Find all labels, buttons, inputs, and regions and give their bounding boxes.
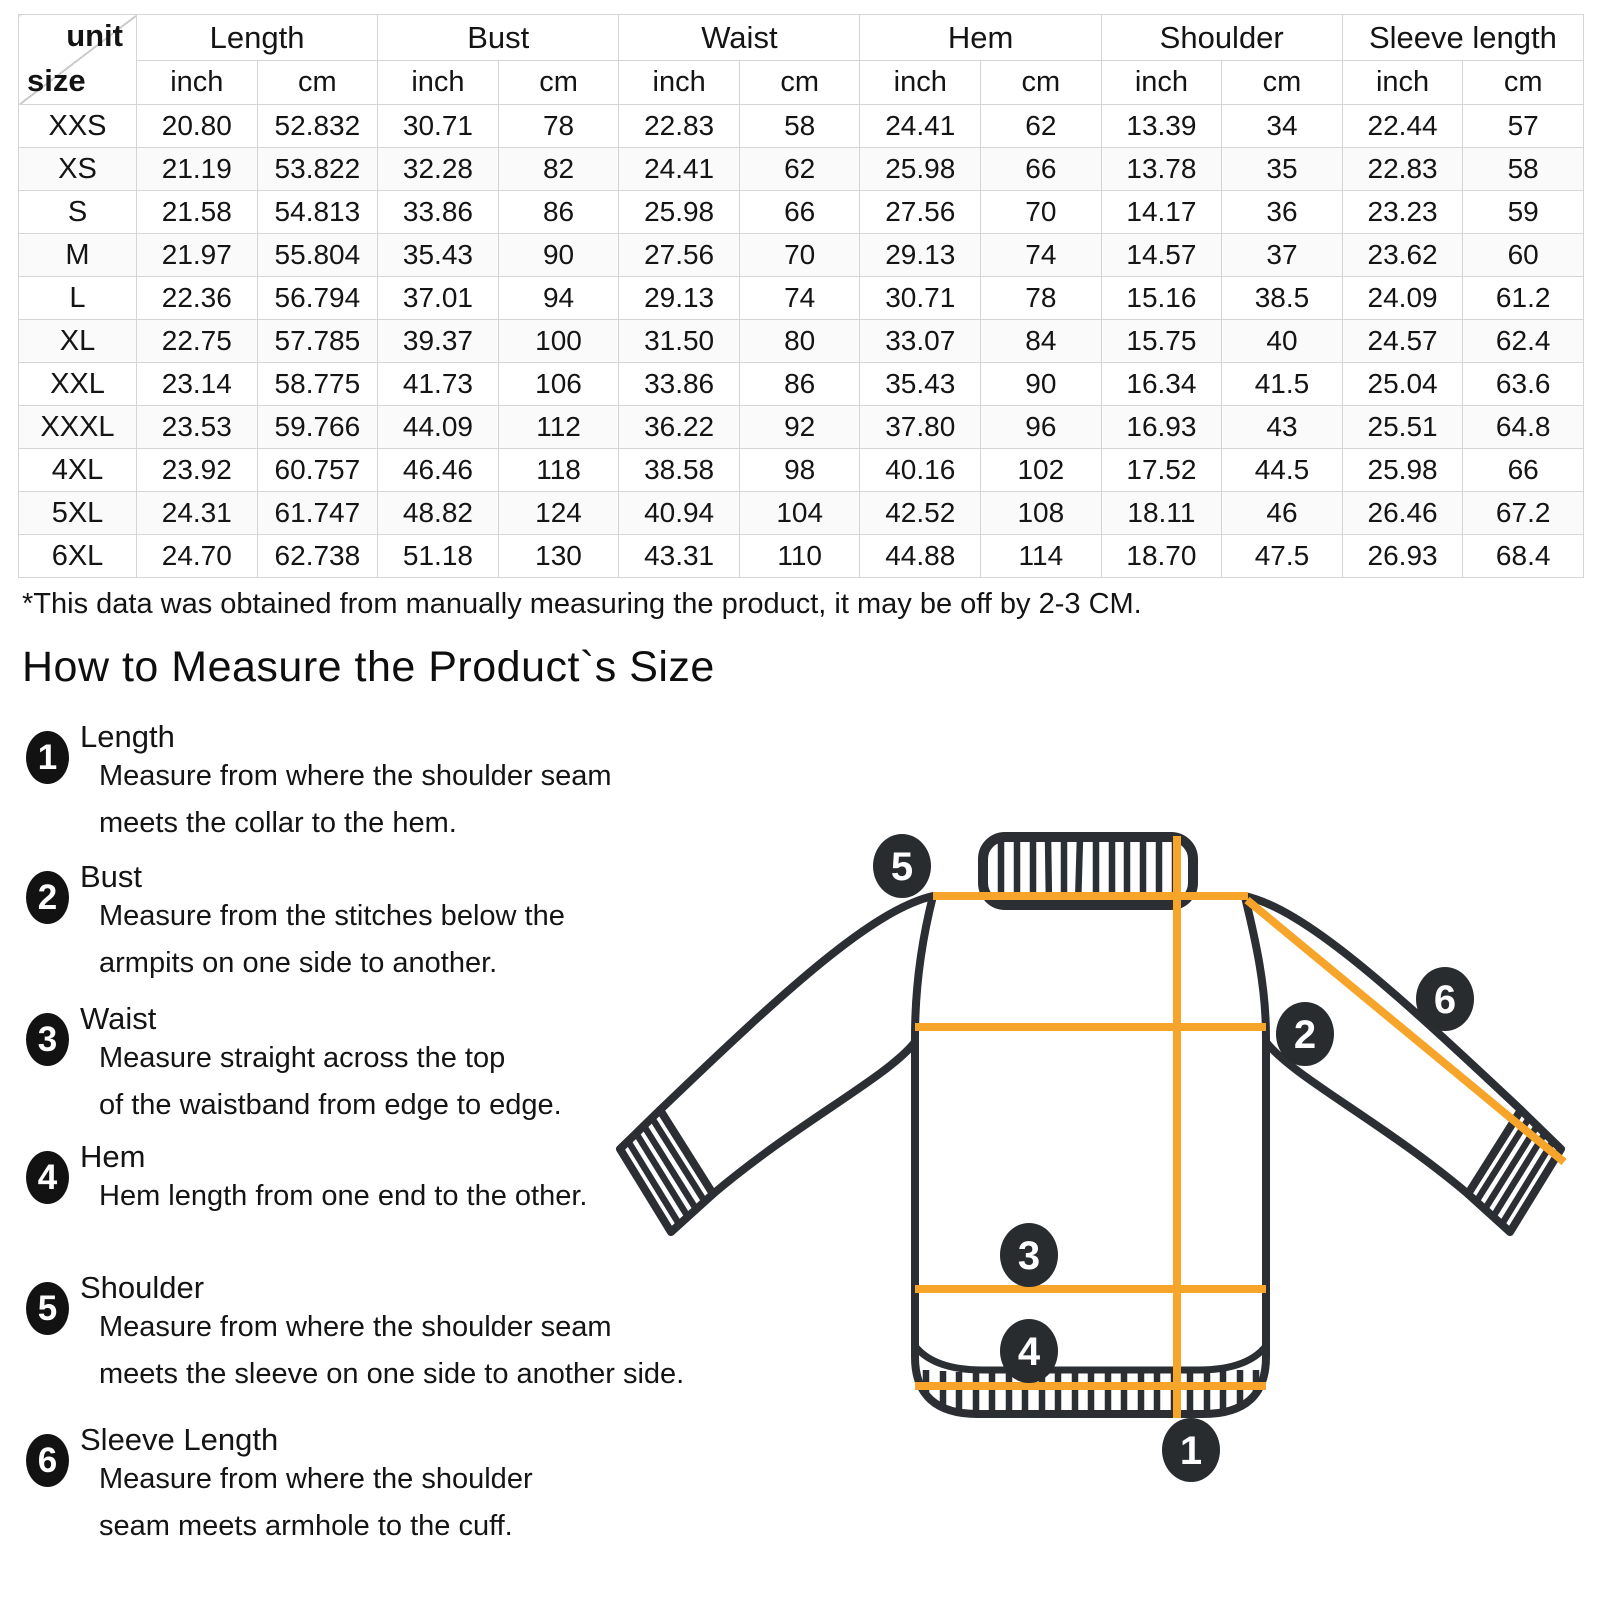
table-cell: 80 — [739, 320, 860, 363]
row-size-label: 4XL — [19, 449, 137, 492]
table-cell: 124 — [498, 492, 619, 535]
measure-description — [99, 1456, 533, 1549]
row-size-label: 5XL — [19, 492, 137, 535]
table-cell: 70 — [981, 191, 1102, 234]
table-cell: 102 — [981, 449, 1102, 492]
subheader-cm: cm — [739, 61, 860, 105]
table-cell: 23.92 — [137, 449, 258, 492]
hem-ribbing — [926, 1370, 1256, 1414]
size-table — [18, 14, 1584, 578]
subheader-inch: inch — [860, 61, 981, 105]
size-label: size — [27, 63, 86, 98]
table-cell: 23.14 — [137, 363, 258, 406]
table-cell: 35.43 — [378, 234, 499, 277]
table-cell: 74 — [981, 234, 1102, 277]
table-cell: 84 — [981, 320, 1102, 363]
table-cell: 59 — [1463, 191, 1584, 234]
column-group-bust: Bust — [378, 15, 619, 61]
measure-desc-line: Measure from where the shoulder seam — [99, 1311, 612, 1343]
sweater-diagram — [588, 792, 1600, 1504]
subheader-inch: inch — [137, 61, 258, 105]
table-cell: 44.5 — [1222, 449, 1343, 492]
badge-3-number: 3 — [1017, 1234, 1041, 1278]
table-cell: 22.44 — [1342, 105, 1463, 148]
badge-5-number: 5 — [890, 845, 914, 889]
subheader-inch: inch — [1101, 61, 1222, 105]
table-cell: 48.82 — [378, 492, 499, 535]
table-row-4xl — [19, 449, 1584, 492]
measure-desc-line: of the waistband from edge to edge. — [99, 1088, 562, 1121]
table-cell: 40.16 — [860, 449, 981, 492]
badge-1-number: 1 — [1179, 1429, 1203, 1473]
subheader-cm: cm — [498, 61, 619, 105]
table-cell: 40 — [1222, 320, 1343, 363]
table-cell: 23.53 — [137, 406, 258, 449]
table-cell: 92 — [739, 406, 860, 449]
table-cell: 60.757 — [257, 449, 378, 492]
row-size-label: M — [19, 234, 137, 277]
table-cell: 24.41 — [619, 148, 740, 191]
table-cell: 24.57 — [1342, 320, 1463, 363]
table-cell: 24.09 — [1342, 277, 1463, 320]
measure-title: Bust — [80, 859, 143, 894]
measure-desc-line: Hem length from one end to the other. — [99, 1180, 588, 1212]
table-cell: 29.13 — [619, 277, 740, 320]
table-cell: 14.57 — [1101, 234, 1222, 277]
table-cell: 15.75 — [1101, 320, 1222, 363]
table-cell: 55.804 — [257, 234, 378, 277]
table-cell: 39.37 — [378, 320, 499, 363]
measure-title: Length — [80, 719, 175, 754]
table-cell: 26.46 — [1342, 492, 1463, 535]
table-cell: 21.97 — [137, 234, 258, 277]
table-cell: 38.5 — [1222, 277, 1343, 320]
table-cell: 44.88 — [860, 535, 981, 578]
measure-desc-line: Measure from where the shoulder — [99, 1463, 533, 1495]
table-cell: 58.775 — [257, 363, 378, 406]
unit-label: unit — [66, 18, 123, 53]
section-heading: How to Measure the Product`s Size — [22, 643, 715, 691]
table-cell: 35 — [1222, 148, 1343, 191]
badge-4-number: 4 — [1017, 1330, 1041, 1374]
table-cell: 30.71 — [860, 277, 981, 320]
table-cell: 14.17 — [1101, 191, 1222, 234]
subheader-inch: inch — [1342, 61, 1463, 105]
table-cell: 22.83 — [619, 105, 740, 148]
table-cell: 62.4 — [1463, 320, 1584, 363]
table-cell: 30.71 — [378, 105, 499, 148]
right-sleeve — [1245, 896, 1561, 1232]
table-cell: 32.28 — [378, 148, 499, 191]
row-size-label: S — [19, 191, 137, 234]
table-cell: 22.83 — [1342, 148, 1463, 191]
measure-desc-line: Measure from the stitches below the — [99, 900, 565, 932]
table-cell: 33.07 — [860, 320, 981, 363]
table-cell: 46 — [1222, 492, 1343, 535]
table-cell: 41.73 — [378, 363, 499, 406]
column-group-waist: Waist — [619, 15, 860, 61]
table-cell: 110 — [739, 535, 860, 578]
table-cell: 24.41 — [860, 105, 981, 148]
table-cell: 20.80 — [137, 105, 258, 148]
table-cell: 25.04 — [1342, 363, 1463, 406]
table-cell: 37.01 — [378, 277, 499, 320]
sweater-diagram-svg — [588, 792, 1600, 1504]
table-cell: 66 — [739, 191, 860, 234]
table-cell: 57 — [1463, 105, 1584, 148]
measurement-note: *This data was obtained from manually measuring the product, it may be off by 2-3 CM. — [22, 588, 1142, 620]
table-cell: 42.52 — [860, 492, 981, 535]
table-row-xxxl — [19, 406, 1584, 449]
table-cell: 51.18 — [378, 535, 499, 578]
table-cell: 98 — [739, 449, 860, 492]
table-cell: 21.58 — [137, 191, 258, 234]
row-size-label: 6XL — [19, 535, 137, 578]
measure-desc-line: Measure straight across the top — [99, 1042, 506, 1074]
table-cell: 24.70 — [137, 535, 258, 578]
table-cell: 25.98 — [860, 148, 981, 191]
table-cell: 13.78 — [1101, 148, 1222, 191]
table-cell: 25.98 — [1342, 449, 1463, 492]
table-cell: 25.51 — [1342, 406, 1463, 449]
table-row-6xl — [19, 535, 1584, 578]
table-cell: 100 — [498, 320, 619, 363]
table-cell: 24.31 — [137, 492, 258, 535]
measure-title: Hem — [80, 1139, 146, 1174]
table-cell: 112 — [498, 406, 619, 449]
table-row-l — [19, 277, 1584, 320]
table-cell: 16.93 — [1101, 406, 1222, 449]
table-cell: 78 — [981, 277, 1102, 320]
measure-desc-line: meets the sleeve on one side to another side. — [99, 1357, 685, 1390]
table-row-xxl — [19, 363, 1584, 406]
subheader-cm: cm — [1463, 61, 1584, 105]
table-row-xs — [19, 148, 1584, 191]
measure-desc-line: seam meets armhole to the cuff. — [99, 1509, 513, 1542]
subheader-cm: cm — [1222, 61, 1343, 105]
table-cell: 54.813 — [257, 191, 378, 234]
table-cell: 33.86 — [619, 363, 740, 406]
table-cell: 66 — [1463, 449, 1584, 492]
table-cell: 78 — [498, 105, 619, 148]
subheader-cm: cm — [257, 61, 378, 105]
table-cell: 60 — [1463, 234, 1584, 277]
table-cell: 35.43 — [860, 363, 981, 406]
table-cell: 22.75 — [137, 320, 258, 363]
badge-6-number: 6 — [1433, 978, 1457, 1022]
table-cell: 58 — [739, 105, 860, 148]
table-row-xxs — [19, 105, 1584, 148]
row-size-label: XXL — [19, 363, 137, 406]
measure-badge-4: 4 — [26, 1151, 69, 1204]
table-cell: 61.747 — [257, 492, 378, 535]
table-cell: 29.13 — [860, 234, 981, 277]
table-cell: 56.794 — [257, 277, 378, 320]
measure-description — [99, 1035, 562, 1128]
column-group-hem: Hem — [860, 15, 1101, 61]
table-cell: 43 — [1222, 406, 1343, 449]
table-row-xl — [19, 320, 1584, 363]
table-cell: 61.2 — [1463, 277, 1584, 320]
table-cell: 41.5 — [1222, 363, 1343, 406]
measure-badge-1: 1 — [26, 731, 69, 784]
table-cell: 13.39 — [1101, 105, 1222, 148]
table-cell: 18.70 — [1101, 535, 1222, 578]
table-cell: 90 — [981, 363, 1102, 406]
table-cell: 18.11 — [1101, 492, 1222, 535]
row-size-label: XXXL — [19, 406, 137, 449]
table-cell: 23.23 — [1342, 191, 1463, 234]
table-cell: 90 — [498, 234, 619, 277]
table-cell: 70 — [739, 234, 860, 277]
table-cell: 15.16 — [1101, 277, 1222, 320]
table-cell: 67.2 — [1463, 492, 1584, 535]
table-cell: 114 — [981, 535, 1102, 578]
table-cell: 68.4 — [1463, 535, 1584, 578]
table-cell: 94 — [498, 277, 619, 320]
column-group-shoulder: Shoulder — [1101, 15, 1342, 61]
table-cell: 63.6 — [1463, 363, 1584, 406]
table-cell: 74 — [739, 277, 860, 320]
table-cell: 64.8 — [1463, 406, 1584, 449]
left-sleeve — [620, 896, 933, 1232]
table-cell: 53.822 — [257, 148, 378, 191]
subheader-cm: cm — [981, 61, 1102, 105]
table-cell: 86 — [498, 191, 619, 234]
table-cell: 31.50 — [619, 320, 740, 363]
row-size-label: XS — [19, 148, 137, 191]
row-size-label: L — [19, 277, 137, 320]
table-corner-cell — [19, 15, 137, 105]
table-cell: 44.09 — [378, 406, 499, 449]
table-cell: 108 — [981, 492, 1102, 535]
table-cell: 46.46 — [378, 449, 499, 492]
table-cell: 38.58 — [619, 449, 740, 492]
subheader-inch: inch — [378, 61, 499, 105]
measure-desc-line: meets the collar to the hem. — [99, 806, 457, 839]
table-cell: 36 — [1222, 191, 1343, 234]
row-size-label: XL — [19, 320, 137, 363]
table-cell: 106 — [498, 363, 619, 406]
table-cell: 16.34 — [1101, 363, 1222, 406]
table-cell: 37.80 — [860, 406, 981, 449]
table-cell: 118 — [498, 449, 619, 492]
table-cell: 58 — [1463, 148, 1584, 191]
table-cell: 62 — [739, 148, 860, 191]
table-cell: 130 — [498, 535, 619, 578]
table-cell: 27.56 — [619, 234, 740, 277]
table-cell: 17.52 — [1101, 449, 1222, 492]
table-cell: 57.785 — [257, 320, 378, 363]
table-cell: 25.98 — [619, 191, 740, 234]
table-cell: 40.94 — [619, 492, 740, 535]
measure-badge-2: 2 — [26, 871, 69, 924]
sweater-body — [915, 896, 1266, 1414]
measure-badge-3: 3 — [26, 1013, 69, 1066]
table-cell: 82 — [498, 148, 619, 191]
table-cell: 104 — [739, 492, 860, 535]
measure-description — [99, 753, 612, 846]
subheader-inch: inch — [619, 61, 740, 105]
measure-badge-6: 6 — [26, 1434, 69, 1487]
measure-badge-5: 5 — [26, 1282, 69, 1335]
table-cell: 22.36 — [137, 277, 258, 320]
table-cell: 59.766 — [257, 406, 378, 449]
measure-description — [99, 1173, 587, 1220]
table-cell: 36.22 — [619, 406, 740, 449]
table-cell: 26.93 — [1342, 535, 1463, 578]
table-cell: 21.19 — [137, 148, 258, 191]
table-cell: 66 — [981, 148, 1102, 191]
column-group-sleeve-length: Sleeve length — [1342, 15, 1583, 61]
table-cell: 62.738 — [257, 535, 378, 578]
table-cell: 27.56 — [860, 191, 981, 234]
table-cell: 23.62 — [1342, 234, 1463, 277]
measure-title: Shoulder — [80, 1270, 205, 1305]
table-row-5xl — [19, 492, 1584, 535]
row-size-label: XXS — [19, 105, 137, 148]
table-cell: 33.86 — [378, 191, 499, 234]
measure-title: Sleeve Length — [80, 1422, 279, 1457]
measure-title: Waist — [80, 1001, 157, 1036]
badge-2-number: 2 — [1293, 1013, 1317, 1057]
table-cell: 37 — [1222, 234, 1343, 277]
measure-desc-line: armpits on one side to another. — [99, 946, 498, 979]
table-cell: 47.5 — [1222, 535, 1343, 578]
table-cell: 52.832 — [257, 105, 378, 148]
table-cell: 34 — [1222, 105, 1343, 148]
table-row-m — [19, 234, 1584, 277]
measure-description — [99, 893, 565, 986]
column-group-length: Length — [137, 15, 378, 61]
measure-desc-line: Measure from where the shoulder seam — [99, 760, 612, 792]
table-cell: 43.31 — [619, 535, 740, 578]
table-row-s — [19, 191, 1584, 234]
table-cell: 62 — [981, 105, 1102, 148]
table-cell: 96 — [981, 406, 1102, 449]
table-cell: 86 — [739, 363, 860, 406]
